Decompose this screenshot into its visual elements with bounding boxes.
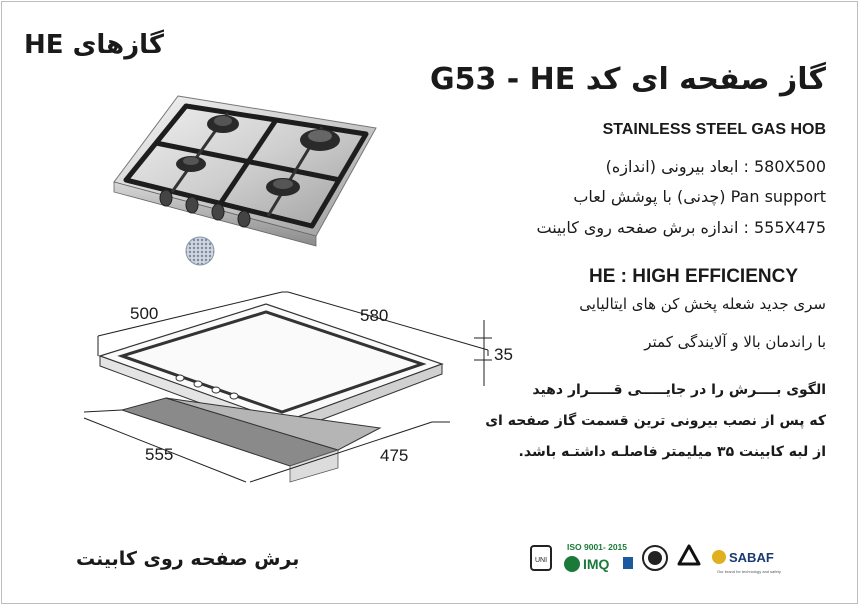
dimension-label-height: 35 [494, 345, 513, 364]
dimension-label-length: 580 [360, 306, 389, 325]
imq-logo [564, 556, 633, 572]
certification-logos [527, 538, 797, 578]
installation-note-line: از لبه کابینت ۳۵ میلیمتر فاصلـه داشتـه باشد. [518, 444, 826, 460]
installation-note-line: الگوی بــــرش را در جایـــــی قـــــرار دهید [532, 382, 826, 398]
iso-label: ISO 9001- 2015 [567, 542, 628, 552]
dimension-label-width: 500 [130, 304, 159, 323]
sabaf-tagline: Our brand for technology and safety [717, 569, 781, 574]
installation-note-line: که پس از نصب بیرونی ترین قسمت گاز صفحه ای [485, 413, 826, 429]
cutout-caption: برش صفحه روی کابینت [76, 548, 300, 570]
series-title: گازهای HE [24, 30, 165, 60]
dimension-label-cut-length: 555 [145, 445, 174, 464]
dimension-label-cut-width: 475 [380, 446, 409, 465]
certification-seal-icon [643, 546, 667, 570]
sabaf-logo [712, 550, 781, 574]
svg-text:UNI: UNI [534, 557, 548, 564]
sabaf-label: SABAF [729, 550, 774, 565]
recycle-icon [679, 546, 699, 564]
imq-label: IMQ [583, 556, 610, 572]
burner-icon [300, 129, 340, 151]
spec-cutout-size: 555X475 : اندازه برش صفحه روی کابینت [536, 218, 826, 237]
burner-detail-icon [184, 234, 216, 268]
gas-hob-illustration [108, 86, 378, 276]
product-subtitle: STAINLESS STEEL GAS HOB [602, 121, 826, 138]
spec-pan-support: Pan support (چدنی) با پوشش لعاب [573, 187, 826, 206]
burner-icon [266, 178, 300, 196]
he-description-line: سری جدید شعله پخش کن های ایتالیایی [579, 295, 826, 313]
he-description-line: با راندمان بالا و آلایندگی کمتر [644, 333, 826, 351]
spec-outer-dimensions: 580X500 : ابعاد بیرونی (اندازه) [605, 157, 826, 176]
iso-document-icon [531, 546, 551, 570]
product-title: گاز صفحه ای کد G53 - HE [429, 62, 826, 97]
he-title: HE : HIGH EFFICIENCY [588, 266, 798, 287]
burner-icon [207, 115, 239, 133]
burner-icon [176, 156, 206, 172]
